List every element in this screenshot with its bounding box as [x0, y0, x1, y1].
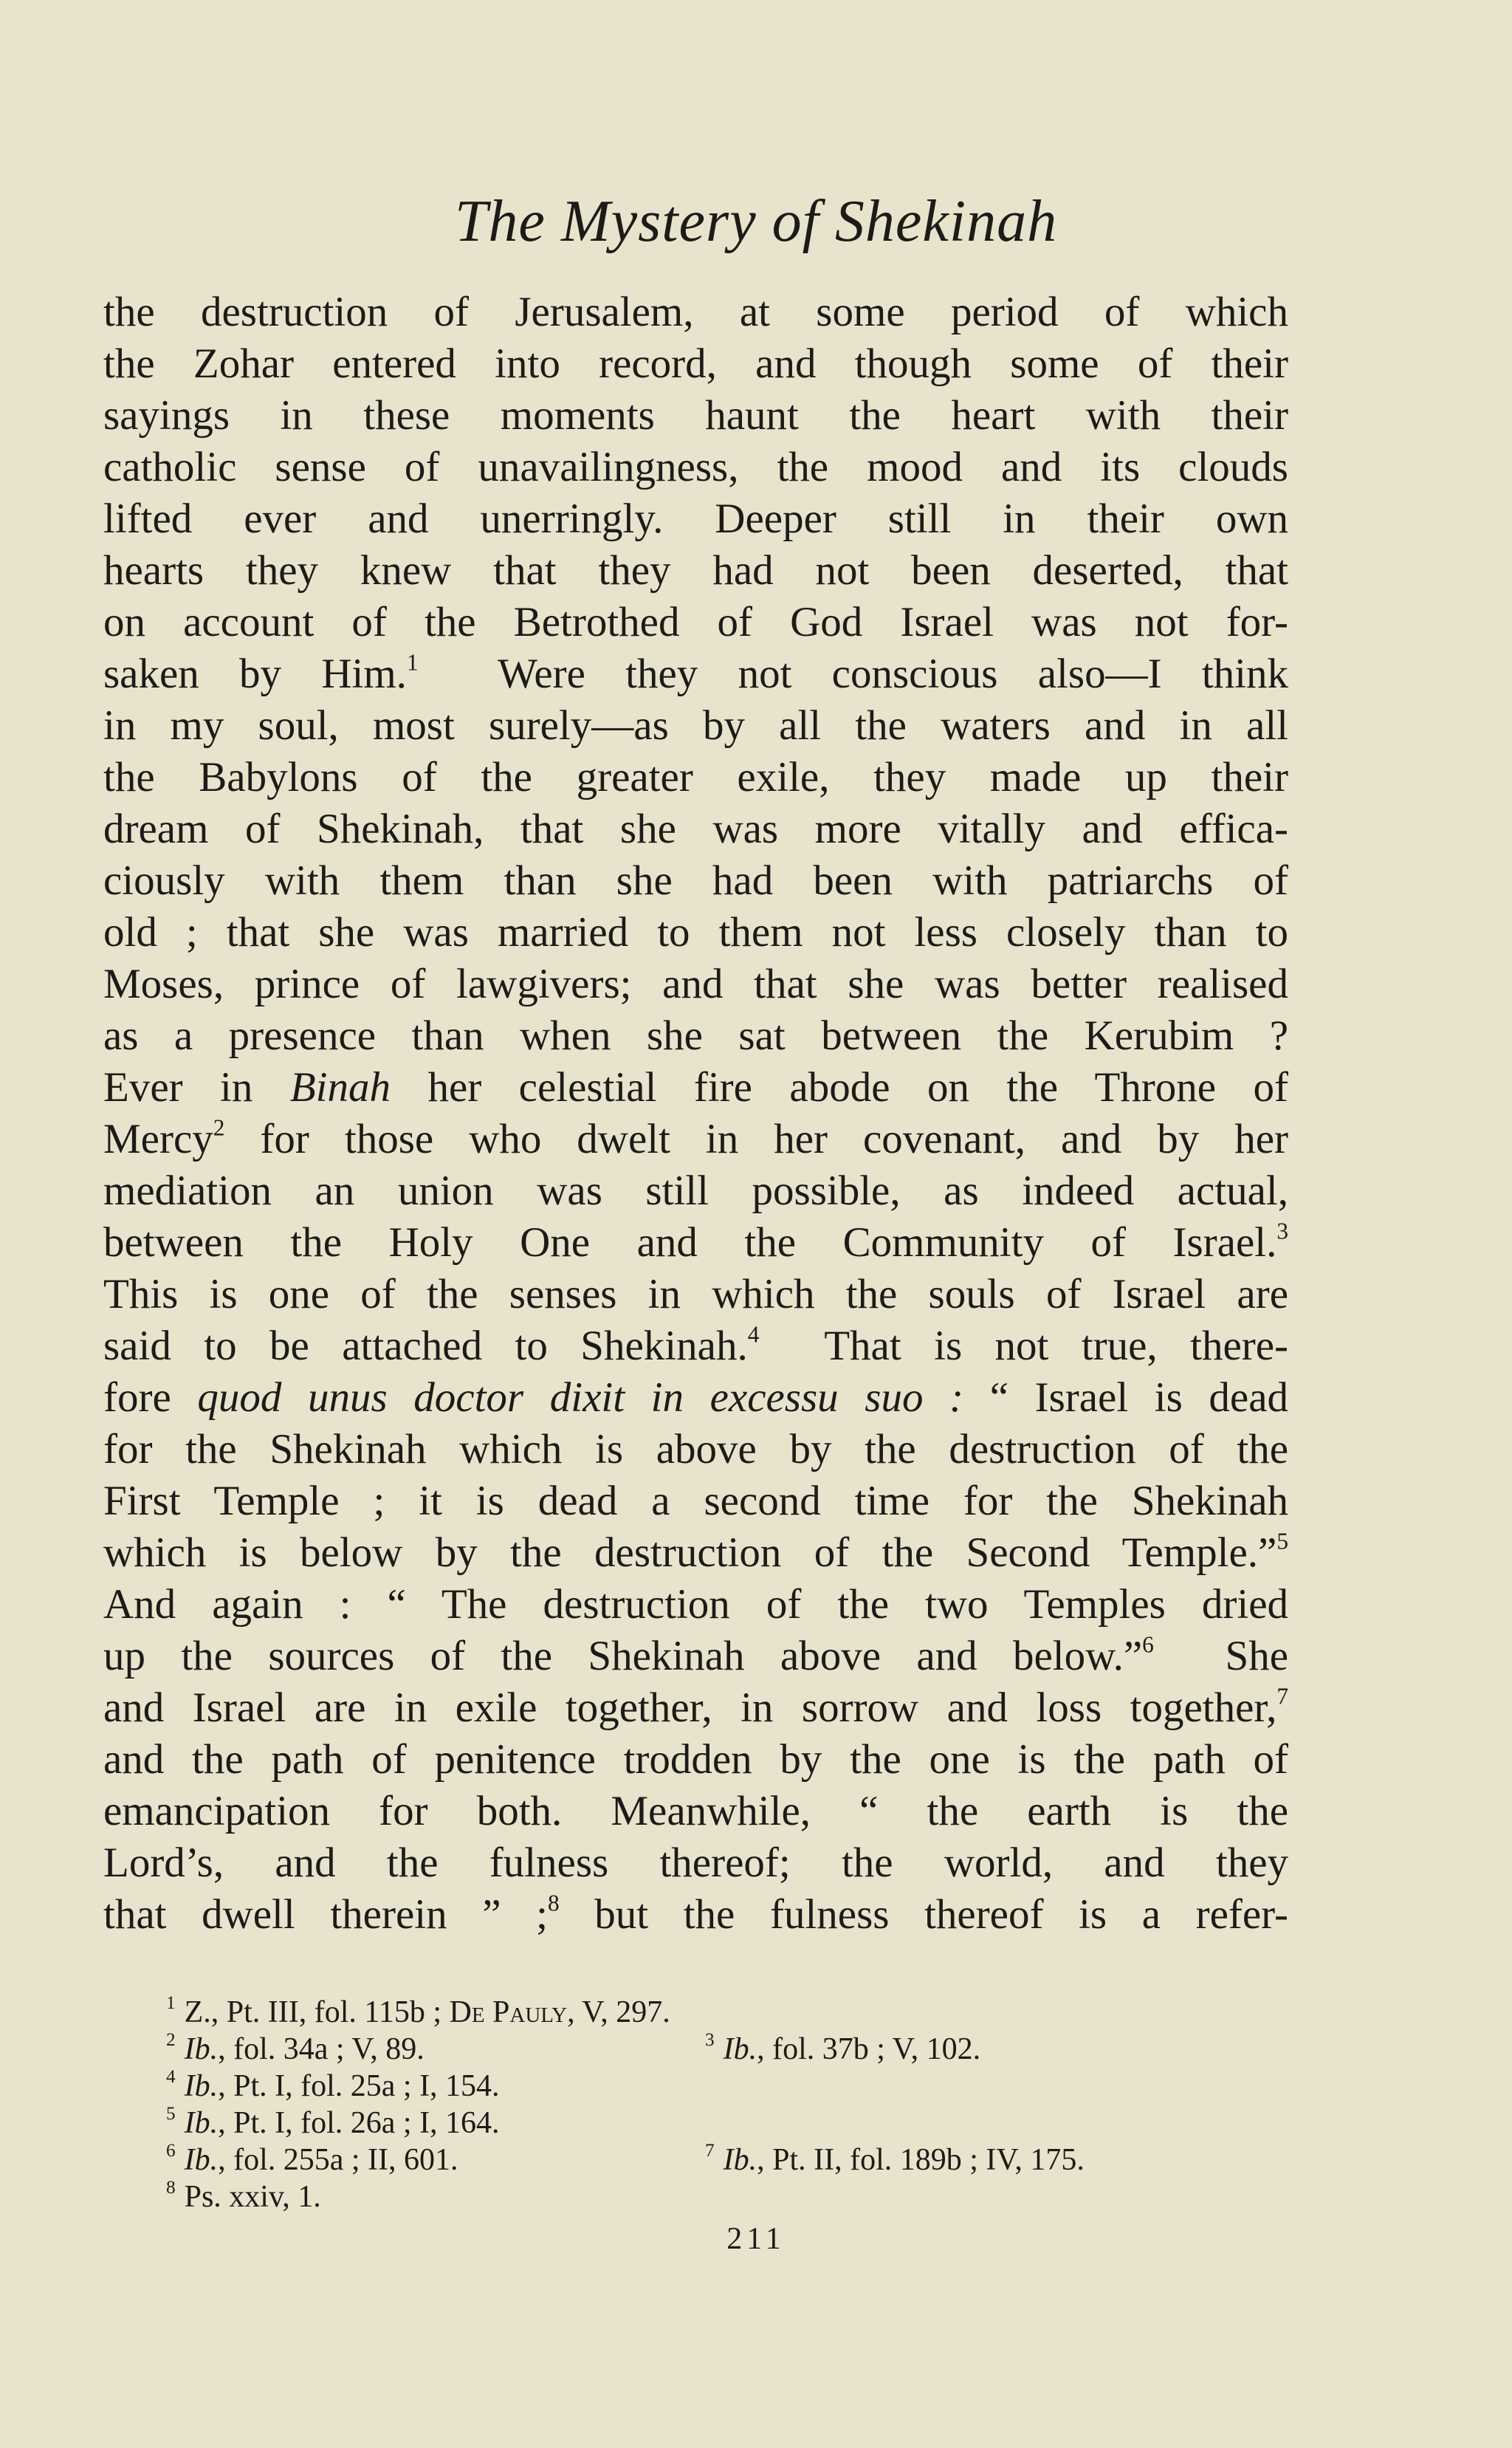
text-line: and the path of penitence trodden by the one is the path of	[103, 1736, 1288, 1783]
text-line: mediation an union was still possible, as indeed actual,	[103, 1168, 1288, 1214]
text-line: sayings in these moments haunt the heart with their	[103, 392, 1288, 439]
text-line: lifted ever and unerringly. Deeper still in their own	[103, 496, 1288, 542]
text-line: ciously with them than she had been with patriarchs of	[103, 857, 1288, 904]
page-number: 211	[726, 2222, 786, 2256]
footnote-ref: 7	[1276, 1683, 1288, 1710]
text-line: This is one of the senses in which the souls of Israel are	[103, 1271, 1288, 1317]
text-line: fore quod unus doctor dixit in excessu suo : “ Israel is dead	[103, 1374, 1289, 1421]
text-line: for the Shekinah which is above by the destruction of the	[103, 1426, 1288, 1472]
footnote-ref: 8	[547, 1890, 560, 1916]
footnote-4: $^4$ Ib., Pt. I, fol. 25a ; I, 154.	[166, 2067, 500, 2103]
latin-quotation: quod unus doctor dixit in excessu suo :	[197, 1374, 964, 1421]
running-head: The Mystery of Shekinah	[454, 189, 1058, 254]
footnote-ref: 5	[1276, 1528, 1288, 1554]
text-line: dream of Shekinah, that she was more vitally and effica-	[103, 806, 1288, 852]
footnote-ref: 6	[1142, 1631, 1154, 1658]
footnote-2: $^2$ Ib., fol. 34a ; V, 89.	[166, 2030, 425, 2066]
text-line: said to be attached to Shekinah.$^4$ That is not true, there-	[103, 1321, 1289, 1369]
text-line: on account of the Betrothed of God Israel was not for-	[103, 599, 1288, 645]
footnote-ref: 1	[406, 649, 419, 676]
footnote-3: $^3$ Ib., fol. 37b ; V, 102.	[705, 2030, 981, 2066]
footnote-row	[166, 2068, 1274, 2105]
footnote-row	[166, 1994, 1274, 2031]
footnote-1: $^1$ Z., Pt. III, fol. 115b ; De Pauly, V, 297.	[166, 1993, 670, 2029]
text-line: Mercy$^2$ for those who dwelt in her covenant, and by her	[103, 1114, 1289, 1162]
text-line: between the Holy One and the Community of Israel.$^3$	[103, 1218, 1288, 1266]
text-line: Moses, prince of lawgivers; and that she was better realised	[103, 961, 1288, 1007]
text-line: hearts they knew that they had not been deserted, that	[103, 547, 1288, 594]
footnote-row	[166, 2178, 1274, 2215]
text-line: in my soul, most surely—as by all the waters and in all	[103, 702, 1288, 749]
footnote-6: $^6$ Ib., fol. 255a ; II, 601.	[166, 2141, 458, 2177]
text-line: old ; that she was married to them not less closely than to	[103, 909, 1288, 956]
text-line: as a presence than when she sat between the Kerubim ?	[103, 1012, 1288, 1059]
text-line: that dwell therein ” ;$^8$ but the fulness thereof is a refer-	[103, 1890, 1289, 1938]
footnotes	[166, 1994, 1274, 2215]
footnote-ref: 2	[213, 1114, 225, 1141]
text-line: and Israel are in exile together, in sorrow and loss together,$^7$	[103, 1683, 1288, 1731]
footnote-8: $^8$ Ps. xxiv, 1.	[166, 2178, 321, 2214]
footnote-row	[166, 2031, 1274, 2068]
text-line: catholic sense of unavailingness, the mood and its clouds	[103, 444, 1288, 490]
text-line: the Babylons of the greater exile, they made up their	[103, 754, 1288, 800]
footnote-7: $^7$ Ib., Pt. II, fol. 189b ; IV, 175.	[705, 2141, 1085, 2177]
text-line: Ever in Binah her celestial fire abode on the Throne of	[103, 1064, 1289, 1111]
text-line: First Temple ; it is dead a second time for the Shekinah	[103, 1478, 1288, 1524]
text-line: saken by Him.$^1$ Were they not conscious also—I think	[103, 649, 1288, 697]
text-line: emancipation for both. Meanwhile, “ the earth is the	[103, 1788, 1288, 1834]
text-line: Lord’s, and the fulness thereof; the world, and they	[103, 1840, 1288, 1886]
footnote-ref: 3	[1276, 1218, 1288, 1244]
footnote-ref: 4	[747, 1321, 760, 1348]
footnote-row	[166, 2105, 1274, 2142]
text-line: the Zohar entered into record, and though some of their	[103, 340, 1288, 387]
italic-term: Binah	[289, 1064, 391, 1111]
body-text	[103, 287, 1288, 1941]
text-line: the destruction of Jerusalem, at some period of which	[103, 289, 1288, 335]
text-line: which is below by the destruction of the Second Temple.”$^5$	[103, 1528, 1288, 1576]
text-line: up the sources of the Shekinah above and below.”$^6$ She	[103, 1631, 1288, 1679]
footnote-row	[166, 2142, 1274, 2178]
footnote-5: $^5$ Ib., Pt. I, fol. 26a ; I, 164.	[166, 2104, 500, 2140]
text-line: And again : “ The destruction of the two Temples dried	[103, 1581, 1288, 1628]
